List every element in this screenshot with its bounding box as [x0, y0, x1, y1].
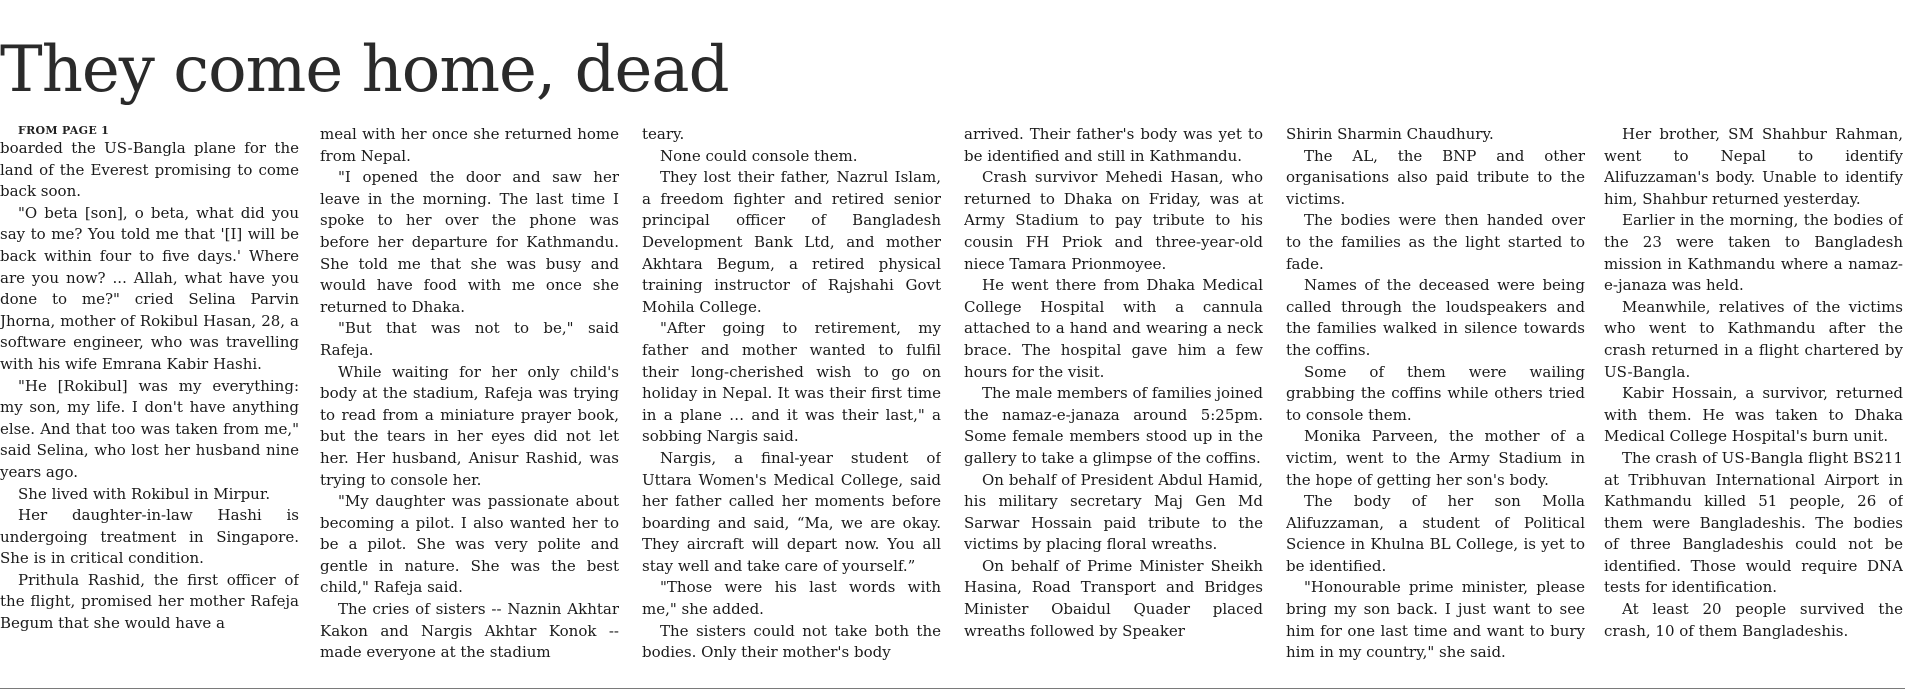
continued-from-kicker: FROM PAGE 1 — [18, 124, 110, 137]
paragraph: The body of her son Molla Alifuzzaman, a student of Political Science in Khulna BL College, is yet to be identified. — [1286, 492, 1585, 575]
paragraph: Shirin Sharmin Chaudhury. — [1286, 125, 1494, 143]
paragraph: The male members of families joined the namaz-e-janaza around 5:25pm. Some female members stood up in the gallery to take a glimpse of the coffins. — [964, 384, 1263, 467]
paragraph: The cries of sisters -- Naznin Akhtar Kakon and Nargis Akhtar Konok -- made everyone at the stadium — [320, 600, 619, 662]
paragraph: The bodies were then handed over to the families as the light started to fade. — [1286, 211, 1585, 273]
paragraph: Crash survivor Mehedi Hasan, who returned to Dhaka on Friday, was at Army Stadium to pay tribute to his cousin FH Priok and three-year-old niece Tamara Prionmoyee. — [964, 168, 1263, 273]
paragraph: She lived with Rokibul in Mirpur. — [18, 484, 271, 503]
paragraph: "My daughter was passionate about becoming a pilot. I also wanted her to be a pilot. She was very polite and gentle in nature. She was the best child," Rafeja said. — [320, 492, 619, 597]
column-1 — [0, 124, 299, 680]
paragraph: "Honourable prime minister, please bring my son back. I just want to see him for one last time and want to bury him in my country," she said. — [1286, 578, 1585, 662]
column-3 — [642, 124, 941, 680]
paragraph: Nargis, a final-year student of Uttara Women's Medical College, said her father called her moments before boarding and said, “Ma, we are okay. They aircraft will depart now. You all stay well and take care of yourself.” — [642, 448, 941, 575]
article-body — [0, 124, 1905, 680]
column-4 — [964, 124, 1263, 680]
paragraph: None could console them. — [660, 146, 858, 165]
paragraph: meal with her once she returned home from Nepal. — [320, 125, 619, 165]
headline: They come home, dead — [0, 33, 729, 107]
paragraph: boarded the US-Bangla plane for the land of the Everest promising to come back soon. — [0, 139, 299, 201]
paragraph: teary. — [642, 125, 685, 143]
paragraph: The crash of US-Bangla flight BS211 at Tribhuvan International Airport in Kathmandu killed 51 people, 26 of them were Bangladeshis. The bodies of three Bangladeshis could not be identified. Those would require DNA tests for identification. — [1604, 448, 1903, 597]
paragraph: He went there from Dhaka Medical College Hospital with a cannula attached to a hand and wearing a neck brace. The hospital gave him a few hours for the visit. — [964, 276, 1263, 381]
paragraph: "O beta [son], o beta, what did you say to me? You told me that '[I] will be back within four to five days.' Where are you now? ... Allah, what have you done to me?" cried Selina Parvin Jhorna, mother of Rokibul Hasan, 28, a software engineer, who was travelling with his wife Emrana Kabir Hashi. — [0, 203, 299, 373]
paragraph: "But that was not to be," said Rafeja. — [320, 319, 619, 359]
paragraph: Monika Parveen, the mother of a victim, went to the Army Stadium in the hope of getting her son's body. — [1286, 427, 1585, 489]
column-6 — [1604, 124, 1903, 680]
paragraph: Meanwhile, relatives of the victims who went to Kathmandu after the crash returned in a flight chartered by US-Bangla. — [1604, 297, 1903, 381]
paragraph: The sisters could not take both the bodies. Only their mother's body — [642, 621, 941, 662]
paragraph: At least 20 people survived the crash, 10 of them Bangladeshis. — [1604, 600, 1903, 640]
paragraph: The AL, the BNP and other organisations also paid tribute to the victims. — [1286, 146, 1585, 208]
paragraph: On behalf of Prime Minister Sheikh Hasina, Road Transport and Bridges Minister Obaidul Quader placed wreaths followed by Speaker — [964, 556, 1263, 640]
paragraph: "I opened the door and saw her leave in the morning. The last time I spoke to her over the phone was before her departure for Kathmandu. She told me that she was busy and would have food with me once she returned to Dhaka. — [320, 168, 619, 316]
paragraph: Kabir Hossain, a survivor, returned with them. He was taken to Dhaka Medical College Hospital's burn unit. — [1604, 384, 1903, 446]
paragraph: arrived. Their father's body was yet to be identified and still in Kathmandu. — [964, 125, 1263, 165]
column-2 — [320, 124, 619, 680]
paragraph: "He [Rokibul] was my everything: my son, my life. I don't have anything else. And that too was taken from me," said Selina, who lost her husband nine years ago. — [0, 376, 299, 481]
paragraph: "Those were his last words with me," she added. — [642, 578, 941, 619]
paragraph: "After going to retirement, my father and mother wanted to fulfil their long-cherished wish to go on holiday in Nepal. It was their first time in a plane … and it was their last," a sobbing Nargis said. — [642, 319, 941, 446]
paragraph: Prithula Rashid, the first officer of the flight, promised her mother Rafeja Begum that she would have a — [0, 570, 299, 633]
paragraph: Names of the deceased were being called through the loudspeakers and the families walked in silence towards the coffins. — [1286, 276, 1585, 359]
paragraph: Some of them were wailing grabbing the coffins while others tried to console them. — [1286, 362, 1585, 424]
paragraph: They lost their father, Nazrul Islam, a freedom fighter and retired senior principal officer of Bangladesh Development Bank Ltd, and mother Akhtara Begum, a retired physical training instructor of Rajshahi Govt Mohila College. — [642, 168, 941, 316]
column-5 — [1286, 124, 1585, 680]
paragraph: While waiting for her only child's body at the stadium, Rafeja was trying to read from a miniature prayer book, but the tears in her eyes did not let her. Her husband, Anisur Rashid, was trying to console her. — [320, 362, 619, 489]
paragraph: Her brother, SM Shahbur Rahman, went to Nepal to identify Alifuzzaman's body. Unable to identify him, Shahbur returned yesterday. — [1604, 125, 1903, 208]
paragraph: On behalf of President Abdul Hamid, his military secretary Maj Gen Md Sarwar Hossain paid tribute to the victims by placing floral wreaths. — [964, 470, 1263, 554]
paragraph: Earlier in the morning, the bodies of the 23 were taken to Bangladesh mission in Kathmandu where a namaz-e-janaza was held. — [1604, 211, 1903, 295]
paragraph: Her daughter-in-law Hashi is undergoing treatment in Singapore. She is in critical condition. — [0, 506, 299, 568]
bottom-rule — [0, 688, 1905, 689]
